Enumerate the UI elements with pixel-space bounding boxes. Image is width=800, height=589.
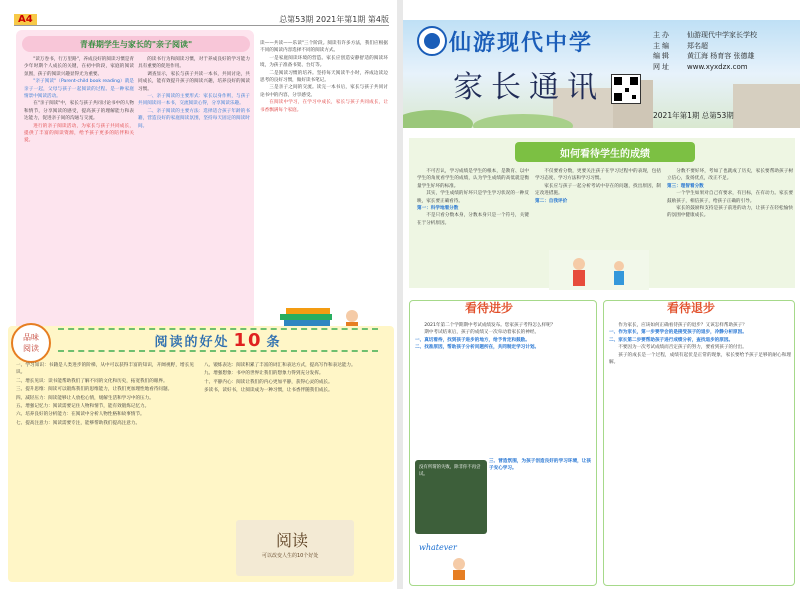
benefit-item: 一、学习知识：书籍是人类进步的阶梯，从中可以获得丰富的知识，开阔视野，增长见识。 (16, 363, 194, 376)
info-row (653, 30, 793, 41)
page-header-bar (14, 10, 389, 26)
scores-column-2 (535, 168, 661, 252)
regress-card-text (609, 322, 791, 580)
benefit-item: 八、锻炼表达：阅读积累了丰富的词汇和表达方式，提高写作和表达能力。 (204, 363, 356, 368)
paragraph: 其实，学生成绩的好坏只是学生学习状况的一种反映，家长要正确看待。 (417, 191, 529, 204)
benefit-item: 二、增长见识：读书能帮助我们了解不同的文化和历史，拓宽我们的眼界。 (16, 378, 168, 384)
paragraph: 不要因为一次考试成绩而否定孩子的努力，要看到孩子的付出。 (618, 345, 747, 351)
paragraph: 家长的鼓励和支持是孩子前进的动力，让孩子在轻松愉快的氛围中健康成长。 (667, 206, 793, 219)
feature-column-3 (260, 40, 388, 298)
teacher-illustration (549, 250, 649, 290)
chalkboard-quote: 没有所谓的失败，除非你不再尝试。 (419, 465, 481, 477)
paragraph: 孩子的成长是一个过程，成绩有起伏是正常的现象，家长要给予孩子足够的耐心和理解。 (609, 352, 791, 366)
heading-number: 10 (233, 329, 263, 351)
scores-column-3 (667, 168, 793, 296)
paragraph: 三是亲子之间的交流。读完一本书后，家长与孩子共同讨论书中的内容，分享感受。 (260, 85, 388, 98)
benefit-item: 十、平静内心：阅读让我们的内心更加平静，获得心灵的成长。 (204, 379, 333, 385)
heading-prefix: 阅读的好处 (154, 334, 230, 350)
paragraph: "读万卷书，行万里路"，养成良好的阅读习惯是青少年时期个人成长的关键，在初中阶段，家庭的阅读氛围，孩子的阅读兴趣显得尤为重要。 (24, 57, 134, 77)
masthead-info (653, 30, 793, 72)
regress-card-title: 看待退步 (667, 300, 716, 315)
feature-title: 青春期学生与家长的"亲子阅读" (22, 36, 250, 52)
subheading: 第二：自我评价 (535, 198, 568, 204)
progress-card-text (415, 322, 591, 458)
info-key: 主办 (653, 31, 671, 39)
chalkboard-image (415, 460, 487, 534)
paragraph: 不可否认，学习成绩是学生的根本，是教育、以中学生的角度看学生的成绩，认为学生成绩的高低就是衡量学生好坏的标准。 (417, 169, 529, 189)
info-value: 黄江海 杨育容 张德雄 (687, 52, 755, 60)
info-row (653, 41, 793, 52)
benefit-item: 九、增强想象：书中的世界让我们的想象力得到充分发挥。 (204, 371, 324, 377)
subheading: 一、作为家长，第一步要学会的是接受孩子的退步，冷静分析原因。 (609, 330, 747, 336)
school-logo-icon (417, 26, 447, 56)
reading-card-subtitle: 可以改变人生的10个好处 (262, 553, 319, 559)
paragraph: 一个学生如果对自己有要求，有目标，在有动力。家长要鼓励孩子，相信孩子，给孩子正确的引导。 (667, 191, 793, 204)
paragraph: 期中考试结束后，孩子的成绩又一次牵动着家长的神经。 (424, 330, 540, 336)
paragraph: 二是阅读习惯的培养。坚持每天阅读半小时，养成边读边思考的良好习惯，做好读书笔记。 (260, 70, 388, 84)
subheading: 二、家长第二步要帮助孩子进行成绩分析，查找退步的原因。 (609, 337, 734, 343)
benefit-item: 三、提升思维：阅读可以锻炼我们的思维能力，让我们更加理性地看待问题。 (16, 387, 173, 393)
issue-line: 2021年第1期 总第53期 (653, 111, 734, 120)
benefit-item: 七、提高注意力：阅读需要专注，能够帮助我们提高注意力。 (16, 420, 141, 426)
svg-text:whatever: whatever (419, 543, 457, 552)
paragraph: 调查显示，家长与孩子共读一本书，共同讨论，共同成长，能有效提升孩子的阅读兴趣，培养良好的阅读习惯。 (138, 71, 250, 92)
reading-card-title: 阅读 (276, 531, 309, 550)
feature-column-2 (138, 56, 250, 328)
newsletter-title: 家长通讯 (453, 70, 605, 105)
subheading: 第一：科学地看分数 (417, 206, 459, 212)
subheading: 第三：理智看分数 (667, 183, 704, 189)
benefits-column-1 (16, 362, 194, 576)
right-page (403, 0, 800, 589)
paragraph: 二、亲子阅读的主要方法：选择适合孩子年龄的书籍，营造良好的家庭阅读氛围，坚持每天固定的阅读时间。 (138, 108, 250, 129)
feature-column-1 (24, 56, 134, 328)
info-row (653, 51, 793, 62)
paragraph: 一、亲子阅读的主要形式：家长以身作则，与孩子共同阅读同一本书，交流阅读心得，分享阅读乐趣。 (138, 94, 250, 107)
progress-card-title: 看待进步 (465, 300, 514, 315)
badge-icon (10, 322, 52, 364)
page-number: A4 (14, 14, 37, 25)
paragraph: 的读书行为和阅读习惯，对于养成良好的学习能力具有重要的促进作用。 (138, 57, 250, 70)
scores-column-1 (417, 168, 529, 280)
benefit-item: 六、培养良好的分析能力：在阅读中分析人物性格和故事情节。 (16, 412, 145, 418)
info-key: 编辑 (653, 52, 671, 60)
benefit-item: 四、减轻压力：阅读能够让人放松心情，缓解生活和学习中的压力。 (16, 395, 154, 401)
info-value: 郑名超 (687, 41, 708, 50)
info-value: 仙游现代中学家长学校 (687, 31, 757, 39)
whatever-illustration (415, 536, 487, 580)
info-key: 网址 (653, 62, 671, 71)
svg-text:阅读: 阅读 (23, 344, 39, 353)
reading-benefits-heading (58, 328, 378, 352)
paragraph: 在阅读中学习，在学习中成长，家长与孩子共同成长，让书香飘满每个家庭。 (260, 100, 388, 113)
progress-card-text-cont (489, 458, 591, 578)
paragraph: "亲子阅读"（Parent-child book reading）就是亲子一起，父母与孩子一起阅读的过程。是一种家庭情景中阅读活动。 (24, 79, 134, 100)
paragraph: 不仅要看分数，更要关注孩子在学习过程中的表现，包括学习态度、学习方法和学习习惯。 (535, 169, 661, 182)
paragraph: 一是家庭阅读环境的营造。家长应创造安静舒适的阅读环境，为孩子准备书架、台灯等。 (260, 55, 388, 69)
paragraph: 进行的亲子阅读活动，为家长与孩子共同成长，提供了丰富的阅读资源，给予孩子更多的陪伴和关爱。 (24, 123, 134, 144)
scores-section-title: 如何看待学生的成绩 (515, 142, 695, 162)
issue-info: 总第53期 2021年第1期 第4版 (279, 15, 389, 24)
benefit-item: 多读书，读好书，让阅读成为一种习惯，让书香伴随我们成长。 (204, 388, 333, 394)
info-value: www.xyxdzx.com (687, 62, 748, 71)
info-row (653, 62, 793, 73)
info-key: 主编 (653, 41, 671, 50)
svg-text:品味: 品味 (23, 333, 39, 342)
subheading: 三、营造氛围，为孩子创造良好的学习环境，让孩子安心学习。 (489, 459, 591, 472)
school-name: 仙游现代中学 (449, 30, 594, 56)
paragraph: 家长应与孩子一起分析考试中存在的问题，找出原因，制定改进措施。 (535, 183, 661, 197)
heading-suffix: 条 (266, 334, 282, 350)
paragraph: 读——共读——乐读"三个阶段。阅读有许多方法，我们应根据不同的阅读内容选择不同的阅读方式。 (260, 41, 388, 54)
qr-code-icon (611, 74, 641, 104)
subheading: 二、找准原因，帮助孩子分析问题所在，共同制定学习计划。 (415, 345, 540, 351)
subheading: 一、真切看待，找到孩子进步的地方，给予肯定和鼓励。 (415, 337, 530, 343)
paragraph: 作为家长，应该如何正确看待孩子的退步？又该怎样帮助孩子？ (618, 323, 747, 328)
paragraph: 在"亲子阅读"中，家长与孩子共同讨论书中的人物和情节，分享阅读的感受，提高孩子的理解能力和表达能力，促进亲子间的沟通与交流。 (24, 101, 134, 122)
paragraph: 2021年第二个学期期中考试成绩发布。您家孩子考得怎么样呢？ (424, 323, 556, 328)
reading-card-image (236, 520, 354, 576)
benefit-item: 五、增强记忆力：阅读需要记住人物和情节，能有效锻炼记忆力。 (16, 404, 150, 410)
left-page (0, 0, 397, 589)
benefits-column-2 (204, 362, 386, 522)
paragraph: 分数不要好坏，考如了也就成了历史，家长要帮助孩子树立信心，发扬优点，改正不足。 (667, 169, 793, 182)
paragraph: 不是只看分数本身，分数本身只是一个符号，关键在于分析原因。 (417, 213, 529, 226)
